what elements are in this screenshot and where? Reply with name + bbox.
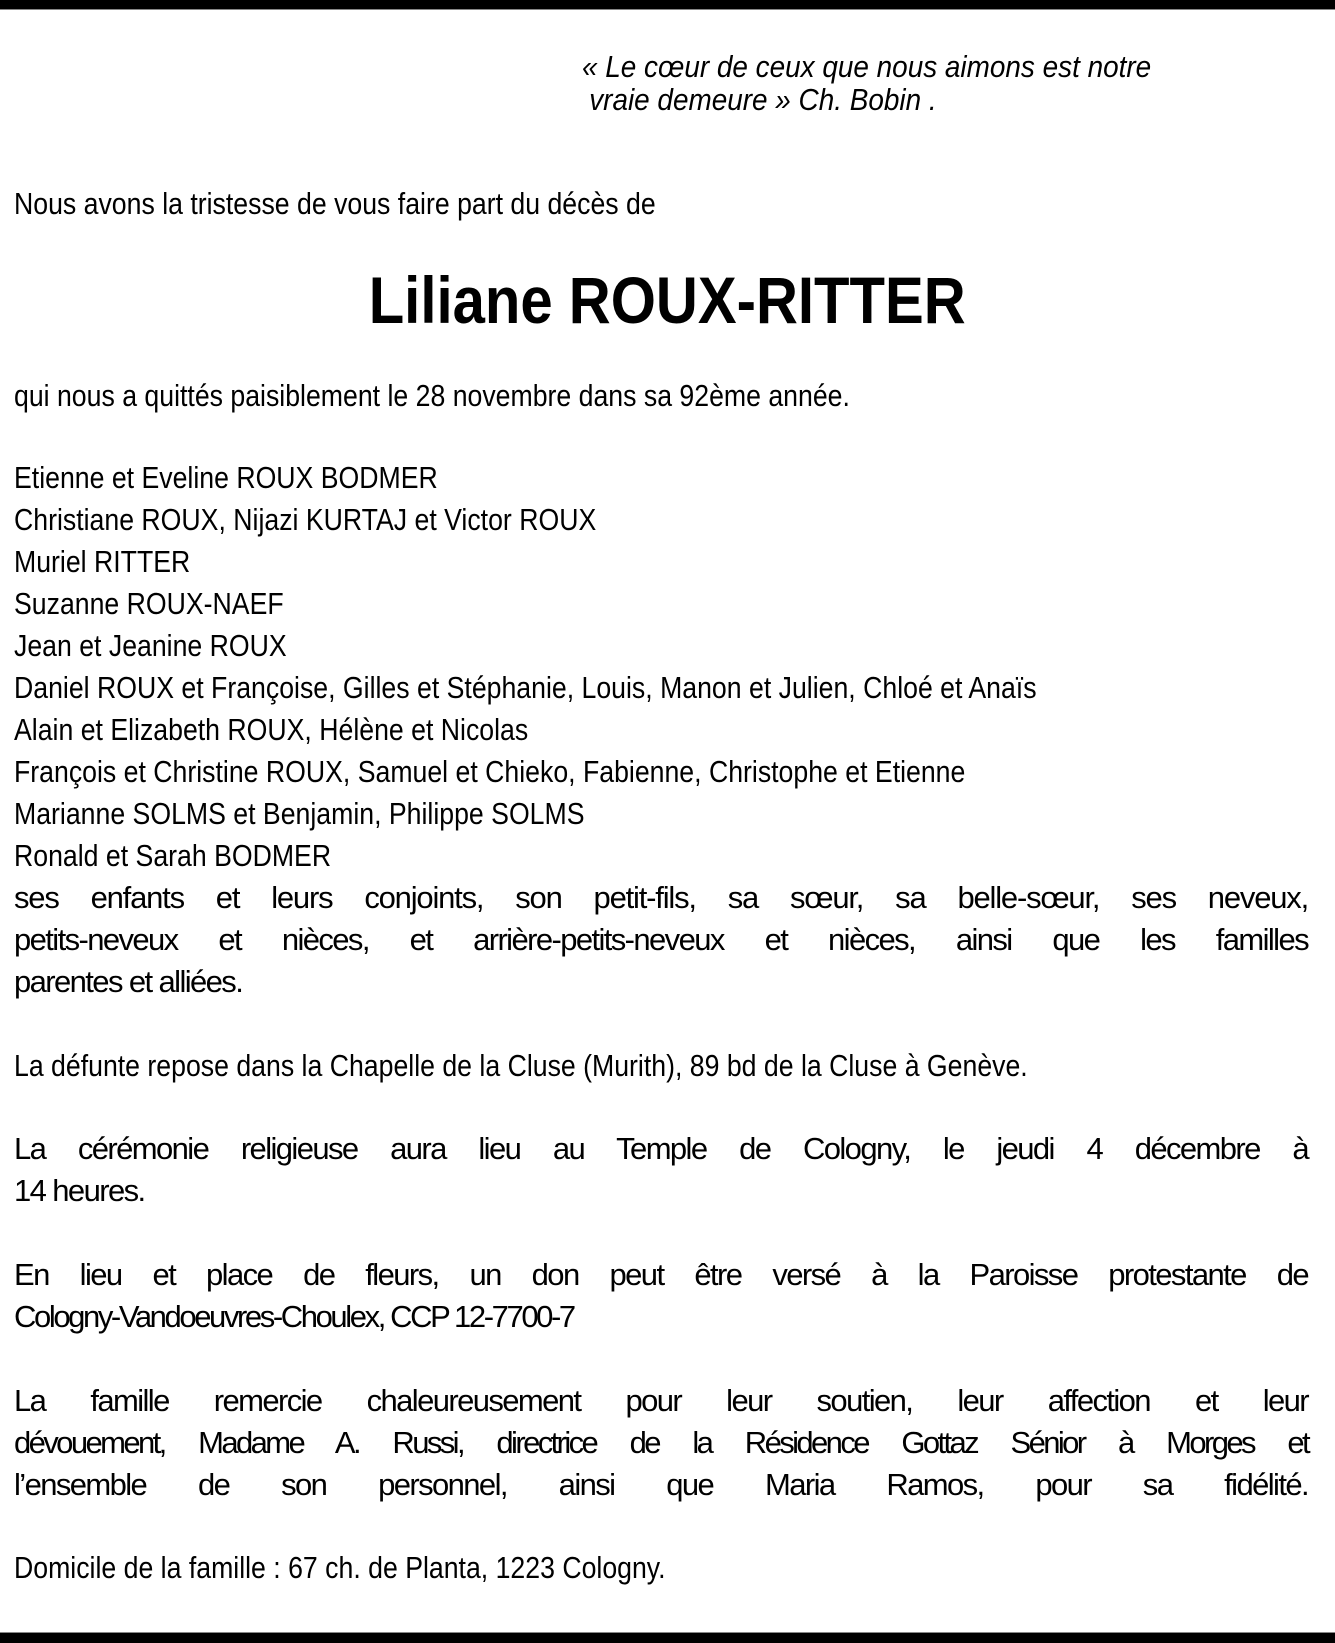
passing-text: qui nous a quittés paisiblement le 28 novembre dans sa 92ème année. — [14, 378, 850, 413]
family-line: Marianne SOLMS et Benjamin, Philippe SOLMS — [14, 796, 585, 831]
deceased-name — [0, 262, 1335, 338]
domicile-text: Domicile de la famille : 67 ch. de Planta, 1223 Cologny. — [14, 1550, 666, 1585]
thanks-line: La famille remercie chaleureusement pour leur soutien, leur affection et leur — [14, 1383, 1308, 1418]
thanks-line: l’ensemble de son personnel, ainsi que Maria Ramos, pour sa fidélité. — [14, 1467, 1308, 1502]
quote-line-1: « Le cœur de ceux que nous aimons est notre — [582, 49, 1152, 84]
donation-line: Cologny-Vandoeuvres-Choulex, CCP 12-7700-7 — [14, 1299, 574, 1334]
family-line: Christiane ROUX, Nijazi KURTAJ et Victor ROUX — [14, 502, 597, 537]
bottom-border-bar — [0, 1632, 1335, 1643]
thanks-paragraph — [14, 1380, 1308, 1506]
intro-text: Nous avons la tristesse de vous faire part du décès de — [14, 186, 656, 221]
epigraph-quote — [582, 50, 1230, 116]
family-line: Ronald et Sarah BODMER — [14, 838, 332, 873]
deceased-name-text: Liliane ROUX-RITTER — [369, 263, 966, 337]
donation-line: En lieu et place de fleurs, un don peut être versé à la Paroisse protestante de — [14, 1257, 1308, 1292]
ceremony-line: La cérémonie religieuse aura lieu au Temple de Cologny, le jeudi 4 décembre à — [14, 1131, 1308, 1166]
family-line: Suzanne ROUX-NAEF — [14, 586, 284, 621]
family-line: Alain et Elizabeth ROUX, Hélène et Nicolas — [14, 712, 529, 747]
thanks-line: dévouement, Madame A. Russi, directrice de la Résidence Gottaz Sénior à Morges et — [14, 1425, 1308, 1460]
ceremony-line: 14 heures. — [14, 1173, 145, 1208]
family-line: Muriel RITTER — [14, 544, 191, 579]
family-line: Daniel ROUX et Françoise, Gilles et Stéphanie, Louis, Manon et Julien, Chloé et Anaïs — [14, 670, 1037, 705]
top-border-bar — [0, 0, 1335, 10]
relations-line: parentes et alliées. — [14, 964, 243, 999]
family-line: Etienne et Eveline ROUX BODMER — [14, 460, 438, 495]
repose-text: La défunte repose dans la Chapelle de la Cluse (Murith), 89 bd de la Cluse à Genève. — [14, 1048, 1028, 1083]
relations-line: ses enfants et leurs conjoints, son petit-fils, sa sœur, sa belle-sœur, ses neveux, — [14, 880, 1308, 915]
relations-paragraph — [14, 877, 1308, 1003]
family-line: Jean et Jeanine ROUX — [14, 628, 287, 663]
relations-line: petits-neveux et nièces, et arrière-petits-neveux et nièces, ainsi que les familles — [14, 922, 1308, 957]
donation-paragraph — [14, 1254, 1308, 1338]
quote-line-2: vraie demeure » Ch. Bobin . — [589, 82, 937, 117]
family-line: François et Christine ROUX, Samuel et Chieko, Fabienne, Christophe et Etienne — [14, 754, 966, 789]
ceremony-paragraph — [14, 1128, 1308, 1212]
